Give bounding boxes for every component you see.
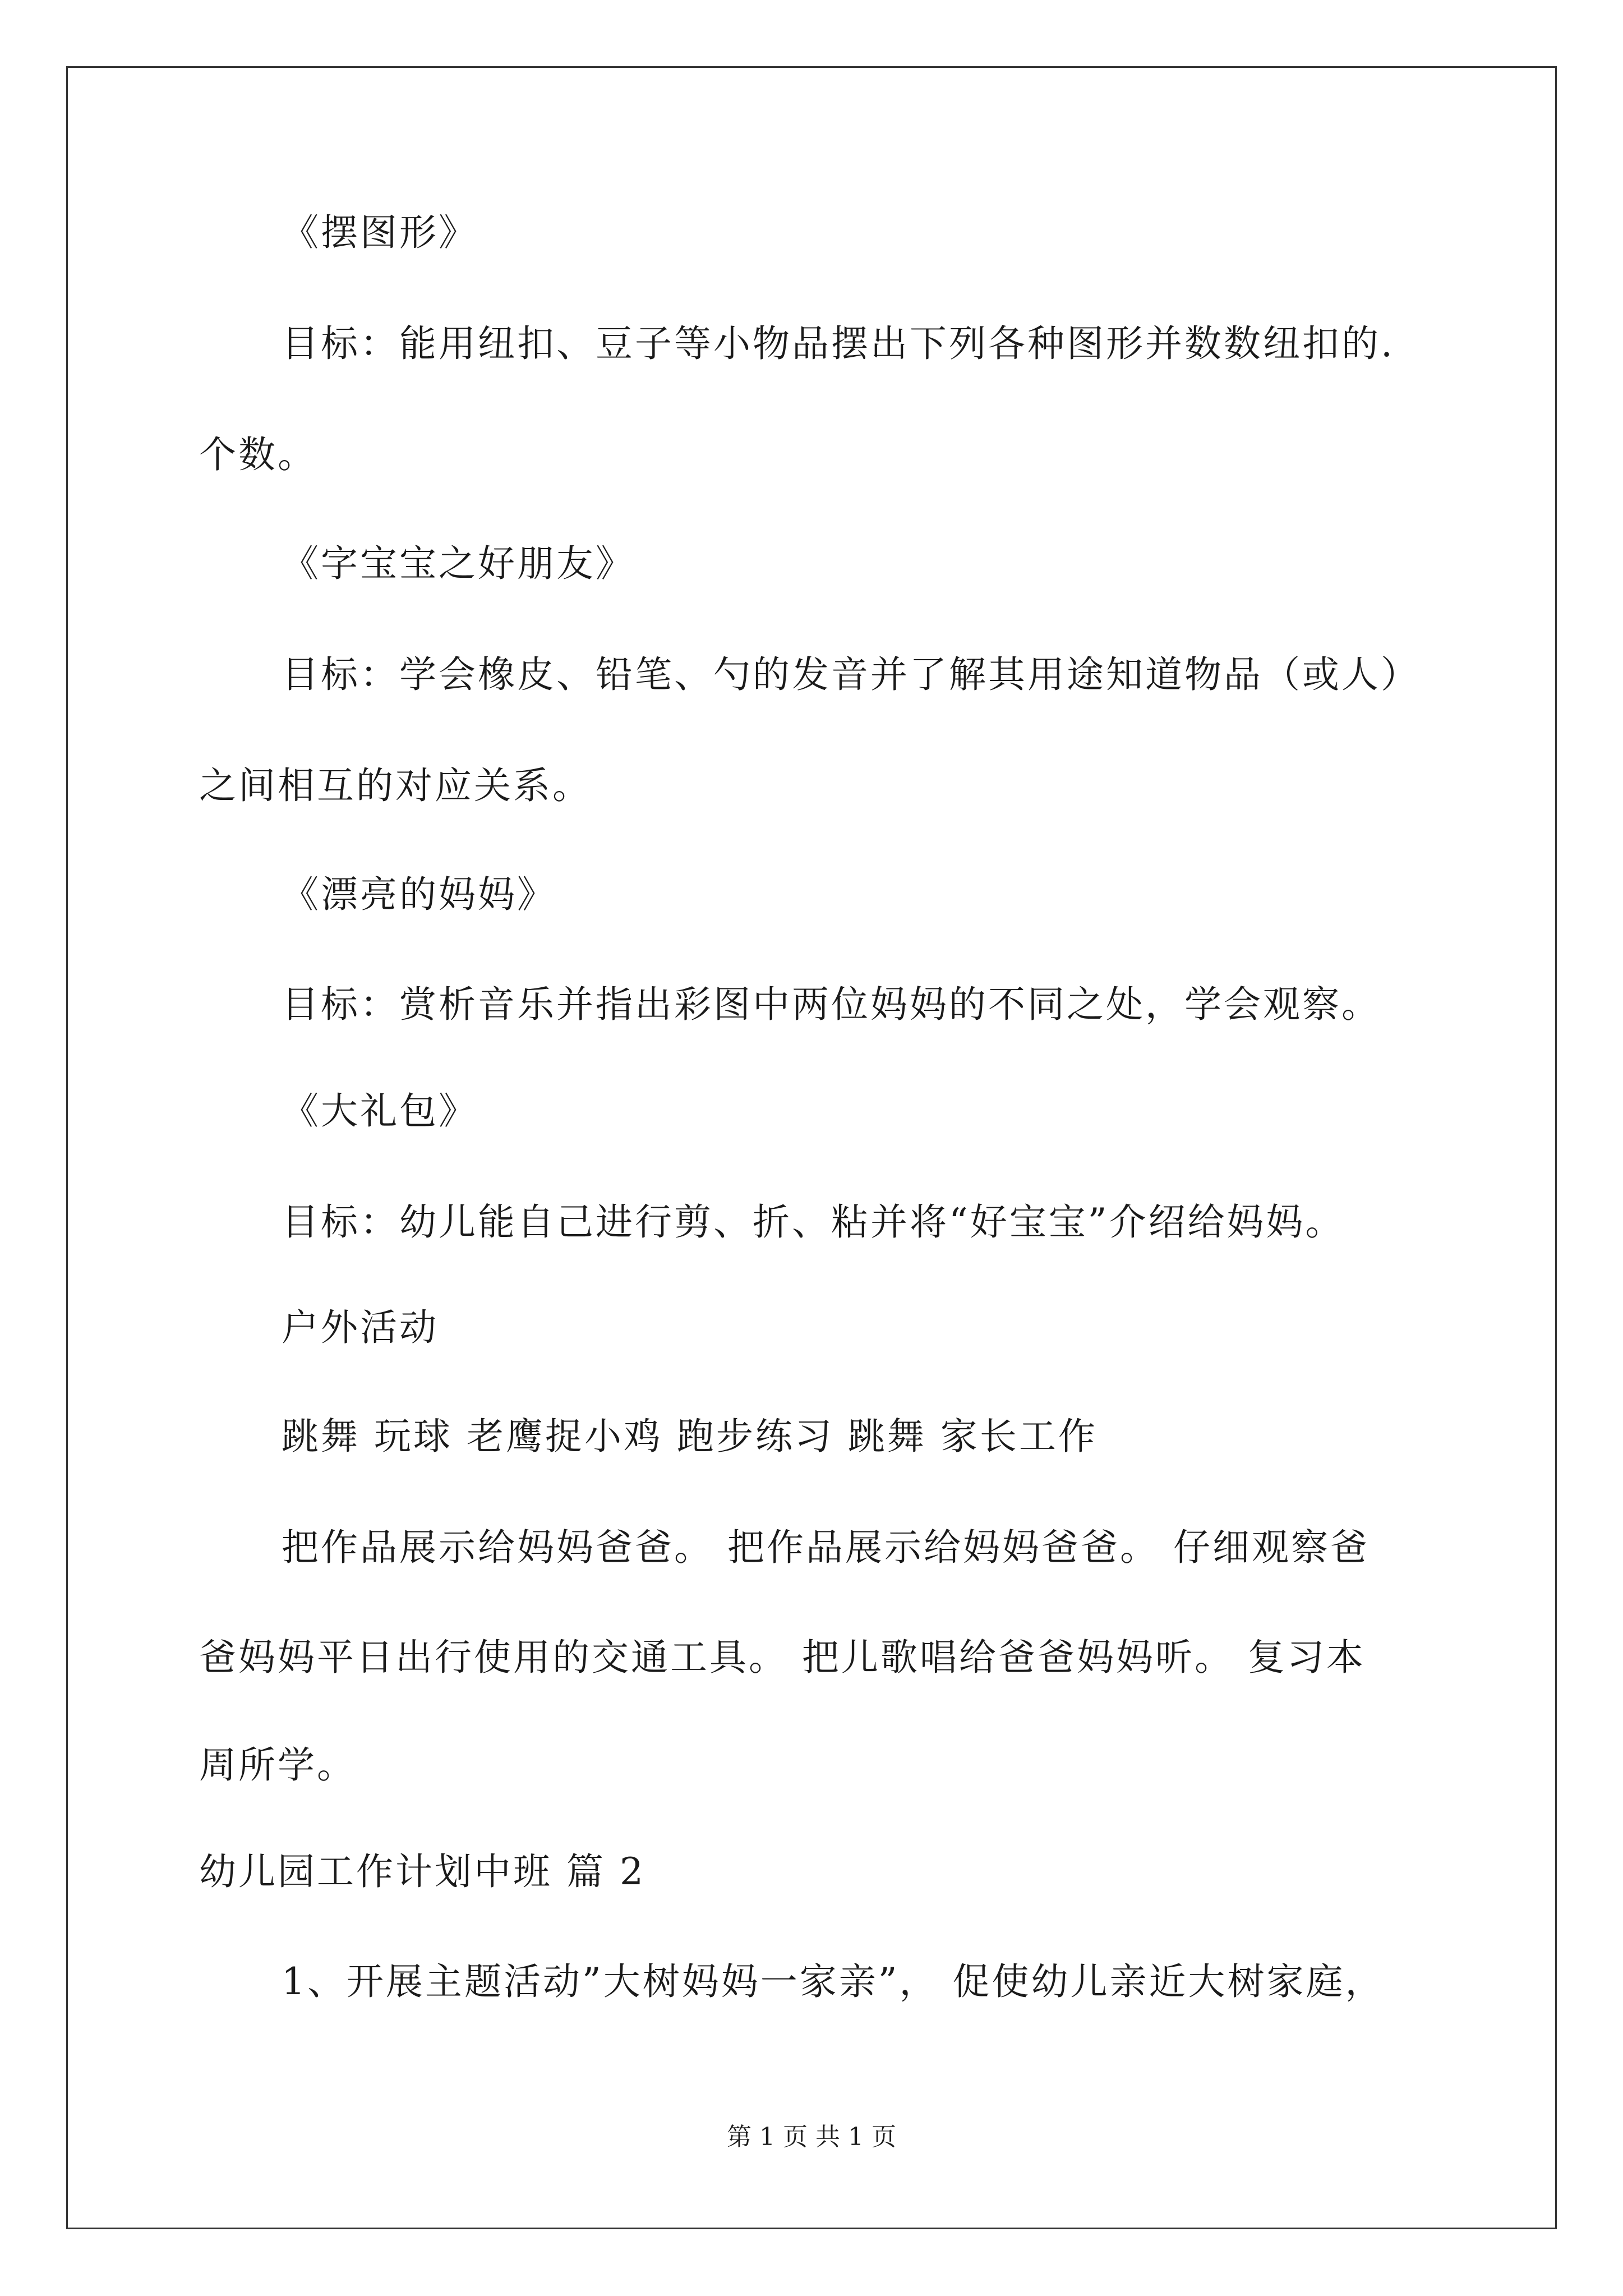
plan-item-text: 1、开展主题活动”大树妈妈一家亲”， 促使幼儿亲近大树家庭，	[282, 1960, 1385, 2003]
section-outdoor-activities: 户外活动	[282, 1306, 439, 1349]
goal-text: 目标：能用纽扣、豆子等小物品摆出下列各种图形并数数纽扣的.	[282, 322, 1395, 365]
activity-title-word-friends: 《字宝宝之好朋友》	[282, 542, 635, 585]
goal-text: 目标：赏析音乐并指出彩图中两位妈妈的不同之处，学会观察。	[282, 983, 1381, 1026]
goal-text-continuation: 之间相互的对应关系。	[199, 764, 592, 807]
activity-title-gift-pack: 《大礼包》	[282, 1089, 478, 1133]
goal-text-continuation: 个数。	[199, 433, 317, 476]
page-border	[66, 66, 1557, 2229]
goal-text: 目标：学会橡皮、铅笔、勺的发音并了解其用途知道物品（或人）	[282, 653, 1420, 696]
parent-work-text-continuation: 周所学。	[199, 1743, 356, 1787]
activity-list: 跳舞 玩球 老鹰捉小鸡 跑步练习 跳舞 家长工作	[282, 1415, 1098, 1458]
goal-text: 目标：幼儿能自己进行剪、折、粘并将“好宝宝”介绍给妈妈。	[282, 1200, 1345, 1244]
section-heading: 幼儿园工作计划中班 篇 2	[199, 1850, 645, 1893]
activity-title-pretty-mom: 《漂亮的妈妈》	[282, 873, 556, 916]
parent-work-text-continuation: 爸妈妈平日出行使用的交通工具。 把儿歌唱给爸爸妈妈听。 复习本	[199, 1636, 1366, 1679]
activity-title-shapes: 《摆图形》	[282, 211, 478, 254]
page-number-footer: 第 1 页 共 1 页	[727, 2123, 896, 2151]
parent-work-text: 把作品展示给妈妈爸爸。 把作品展示给妈妈爸爸。 仔细观察爸	[282, 1526, 1370, 1569]
